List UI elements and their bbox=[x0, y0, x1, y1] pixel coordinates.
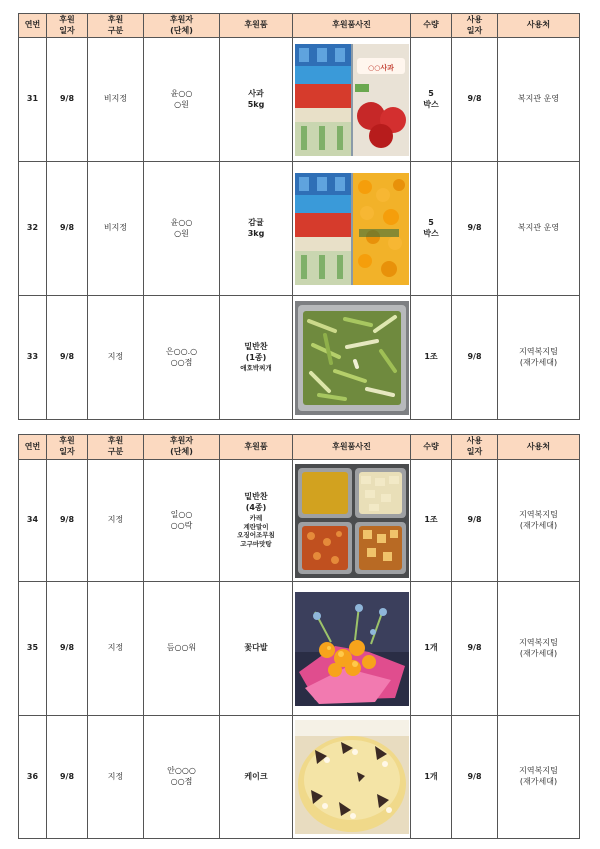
cell-type: 지정 bbox=[88, 716, 144, 839]
col-header-no: 연번 bbox=[19, 14, 47, 38]
text-line: 박스 bbox=[423, 99, 439, 109]
item-detail-line: 애호박찌개 bbox=[240, 363, 272, 372]
col-header-place: 사용처 bbox=[498, 435, 580, 460]
cell-photo bbox=[293, 162, 411, 296]
cell-donor bbox=[144, 460, 220, 582]
photo-side-dish-tray bbox=[295, 301, 409, 415]
cell-no: 32 bbox=[19, 162, 47, 296]
text-line: 감귤 bbox=[248, 217, 264, 227]
cell-no: 36 bbox=[19, 716, 47, 839]
cell-photo bbox=[293, 38, 411, 162]
text-line: 1개 bbox=[424, 771, 438, 781]
col-header-donor: 후원자 (단체) bbox=[144, 435, 220, 460]
photo-cake bbox=[295, 720, 409, 834]
text-line: 윤○○ bbox=[170, 88, 193, 98]
cell-item bbox=[220, 716, 293, 839]
cell-qty bbox=[411, 716, 452, 839]
text-line: ○○점 bbox=[170, 777, 193, 786]
text-line: (재가세대) bbox=[519, 357, 558, 367]
col-header-place: 사용처 bbox=[498, 14, 580, 38]
col-header-qty: 수량 bbox=[411, 435, 452, 460]
cell-no: 31 bbox=[19, 38, 47, 162]
text-line: 지역복지팀 bbox=[519, 637, 558, 647]
col-header-no: 연번 bbox=[19, 435, 47, 460]
svg-text:○○사과: ○○사과 bbox=[367, 63, 394, 72]
text-line: (재가세대) bbox=[519, 520, 558, 530]
photo-apple-boxes bbox=[295, 44, 409, 156]
text-line: 1개 bbox=[424, 643, 438, 653]
text-line: 밑반찬 bbox=[244, 492, 268, 502]
cell-type: 비지정 bbox=[88, 38, 144, 162]
cell-qty bbox=[411, 460, 452, 582]
item-detail-line: 고구마맛탕 bbox=[240, 540, 272, 549]
table-header bbox=[19, 14, 580, 38]
item-detail-line: 계란말이 bbox=[243, 522, 269, 531]
cell-no: 33 bbox=[19, 296, 47, 420]
cell-no: 34 bbox=[19, 460, 47, 582]
cell-photo bbox=[293, 296, 411, 420]
text-line: 박스 bbox=[423, 228, 439, 238]
cell-use-date: 9/8 bbox=[452, 162, 498, 296]
cell-item bbox=[220, 38, 293, 162]
table-row bbox=[19, 38, 580, 162]
col-header-use-date: 사용 일자 bbox=[452, 435, 498, 460]
cell-item bbox=[220, 162, 293, 296]
cell-qty bbox=[411, 38, 452, 162]
donation-table-1 bbox=[18, 13, 580, 420]
text-line: 사과 bbox=[248, 88, 264, 98]
cell-qty bbox=[411, 296, 452, 420]
text-line: (4종) bbox=[245, 502, 267, 512]
table-row bbox=[19, 162, 580, 296]
cell-type: 지정 bbox=[88, 582, 144, 716]
text-line: 복지관 운영 bbox=[517, 223, 560, 233]
cell-date: 9/8 bbox=[47, 296, 88, 420]
cell-place bbox=[498, 38, 580, 162]
col-header-use-date: 사용 일자 bbox=[452, 14, 498, 38]
text-line: (재가세대) bbox=[519, 648, 558, 658]
photo-tangerine-boxes bbox=[295, 173, 409, 285]
text-line: 안○○○ bbox=[167, 766, 196, 776]
cell-use-date: 9/8 bbox=[452, 460, 498, 582]
text-line: (재가세대) bbox=[519, 777, 558, 786]
item-detail-line: 오징어조무침 bbox=[237, 531, 275, 540]
photo-bouquet bbox=[295, 592, 409, 706]
item-detail-line: 카레 bbox=[249, 513, 263, 522]
text-line: 복지관 운영 bbox=[517, 94, 560, 104]
cell-place bbox=[498, 296, 580, 420]
text-line: 1조 bbox=[424, 352, 438, 362]
col-header-date: 후원 일자 bbox=[47, 435, 88, 460]
text-line: 은○○.○ bbox=[165, 346, 198, 356]
cell-donor bbox=[144, 38, 220, 162]
cell-donor bbox=[144, 296, 220, 420]
cell-donor bbox=[144, 582, 220, 716]
text-line: 밑반찬 bbox=[244, 342, 268, 352]
col-header-item: 후원품 bbox=[220, 14, 293, 38]
cell-type: 지정 bbox=[88, 296, 144, 420]
text-line: 케이크 bbox=[244, 771, 268, 781]
text-line: ○○점 bbox=[170, 357, 193, 367]
col-header-qty: 수량 bbox=[411, 14, 452, 38]
cell-item bbox=[220, 296, 293, 420]
table-row bbox=[19, 582, 580, 716]
cell-place bbox=[498, 460, 580, 582]
cell-use-date: 9/8 bbox=[452, 582, 498, 716]
col-header-type: 후원 구분 bbox=[88, 435, 144, 460]
cell-item bbox=[220, 582, 293, 716]
cell-type: 지정 bbox=[88, 460, 144, 582]
cell-qty bbox=[411, 582, 452, 716]
table-row bbox=[19, 716, 580, 839]
table-row bbox=[19, 460, 580, 582]
text-line: 지역복지팀 bbox=[519, 509, 558, 519]
cell-date: 9/8 bbox=[47, 716, 88, 839]
text-line: 꽃다발 bbox=[244, 643, 268, 653]
cell-use-date: 9/8 bbox=[452, 38, 498, 162]
cell-use-date: 9/8 bbox=[452, 716, 498, 839]
cell-date: 9/8 bbox=[47, 460, 88, 582]
cell-use-date: 9/8 bbox=[452, 296, 498, 420]
cell-no: 35 bbox=[19, 582, 47, 716]
text-line: 일○○ bbox=[170, 509, 193, 519]
text-line: 1조 bbox=[424, 515, 438, 525]
cell-item bbox=[220, 460, 293, 582]
cell-place bbox=[498, 582, 580, 716]
cell-photo bbox=[293, 460, 411, 582]
cell-date: 9/8 bbox=[47, 162, 88, 296]
cell-place bbox=[498, 716, 580, 839]
donation-table-2 bbox=[18, 434, 580, 839]
text-line: ○원 bbox=[174, 99, 189, 109]
text-line: (1종) bbox=[245, 353, 267, 363]
cell-qty bbox=[411, 162, 452, 296]
table-row bbox=[19, 296, 580, 420]
cell-date: 9/8 bbox=[47, 38, 88, 162]
cell-type: 비지정 bbox=[88, 162, 144, 296]
col-header-photo: 후원품사진 bbox=[293, 14, 411, 38]
text-line: ○○락 bbox=[170, 520, 193, 530]
cell-place bbox=[498, 162, 580, 296]
col-header-donor: 후원자 (단체) bbox=[144, 14, 220, 38]
col-header-date: 후원 일자 bbox=[47, 14, 88, 38]
cell-donor bbox=[144, 162, 220, 296]
table-header bbox=[19, 435, 580, 460]
cell-date: 9/8 bbox=[47, 582, 88, 716]
text-line: ○원 bbox=[174, 228, 189, 238]
text-line: 듬○○워 bbox=[166, 643, 197, 653]
photo-four-side-dishes bbox=[295, 464, 409, 578]
cell-photo bbox=[293, 582, 411, 716]
text-line: 지역복지팀 bbox=[519, 766, 558, 776]
cell-donor bbox=[144, 716, 220, 839]
col-header-type: 후원 구분 bbox=[88, 14, 144, 38]
cell-photo bbox=[293, 716, 411, 839]
text-line: 지역복지팀 bbox=[519, 346, 558, 356]
text-line: 5 bbox=[428, 217, 434, 227]
text-line: 5kg bbox=[247, 99, 265, 109]
col-header-item: 후원품 bbox=[220, 435, 293, 460]
col-header-photo: 후원품사진 bbox=[293, 435, 411, 460]
text-line: 윤○○ bbox=[170, 217, 193, 227]
text-line: 3kg bbox=[247, 228, 265, 238]
text-line: 5 bbox=[428, 88, 434, 98]
